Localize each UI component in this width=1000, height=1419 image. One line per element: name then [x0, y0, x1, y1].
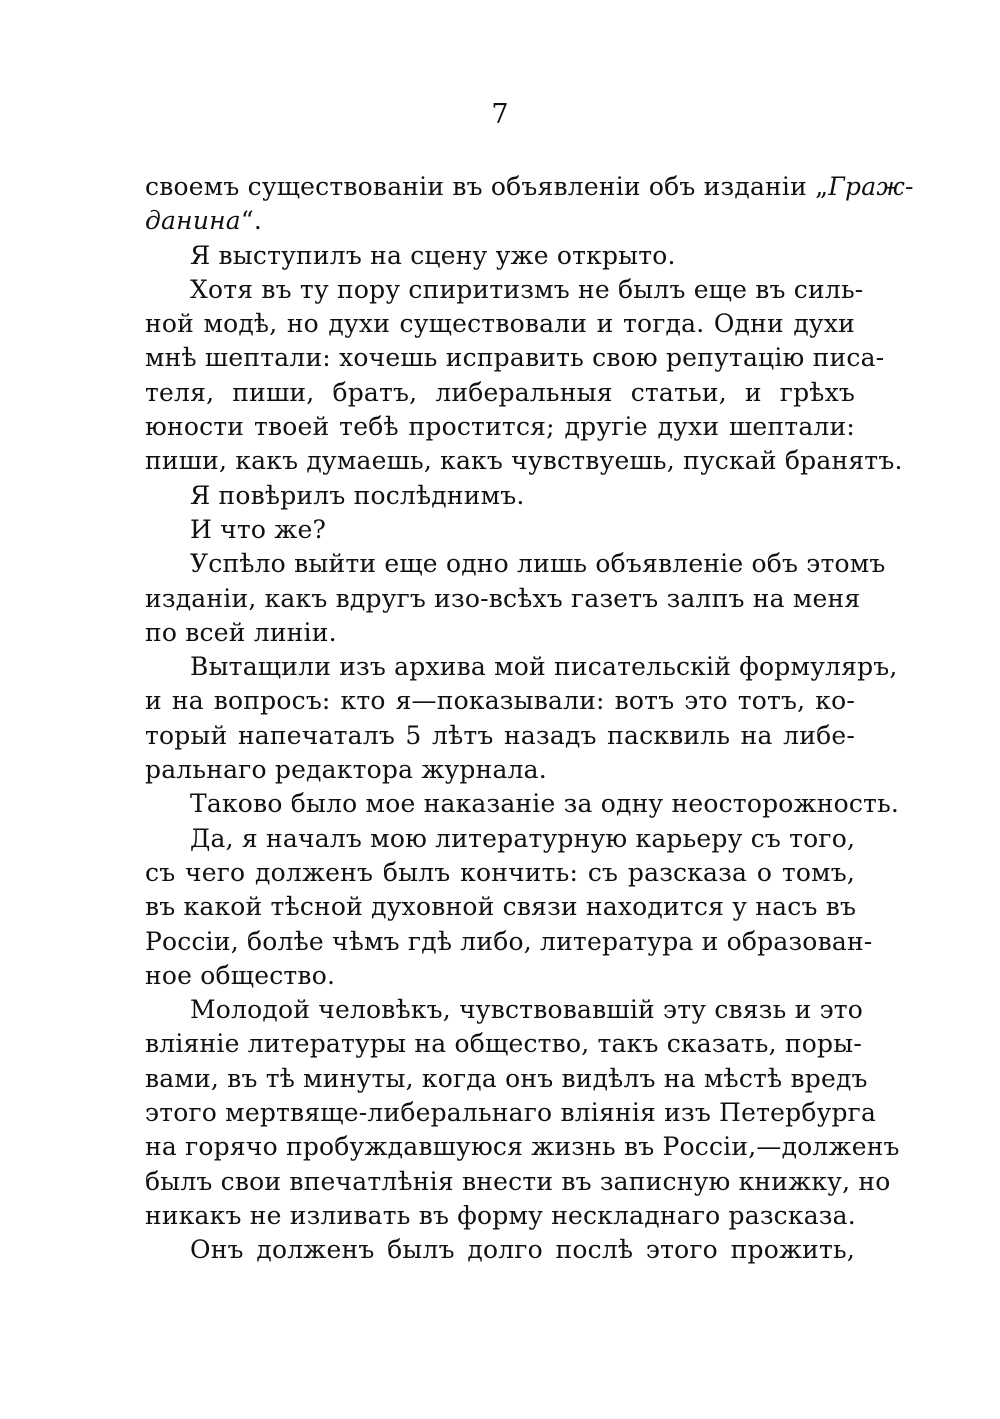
- text-line: [145, 513, 855, 547]
- text-run: по всей линіи.: [145, 617, 337, 647]
- text-line: [145, 1233, 855, 1267]
- text-run: ральнаго редактора журнала.: [145, 755, 547, 785]
- text-run: торый напечаталъ 5 лѣтъ назадъ пасквиль на либе-: [145, 720, 855, 750]
- text-run: вліяніе литературы на общество, такъ сказать, поры-: [145, 1029, 862, 1059]
- body-text: [145, 170, 914, 1268]
- text-run: въ какой тѣсной духовной связи находится у насъ въ: [145, 892, 857, 922]
- text-run: изданіи, какъ вдругъ изо-всѣхъ газетъ залпъ на меня: [145, 583, 861, 613]
- text-line: [145, 1199, 855, 1233]
- text-run: Я повѣрилъ послѣднимъ.: [190, 480, 525, 510]
- italic-text: Граж-: [828, 172, 914, 201]
- text-line: [145, 1130, 900, 1164]
- text-line: [145, 341, 885, 375]
- text-line: [145, 993, 864, 1027]
- text-line: [145, 444, 903, 478]
- text-line: [145, 719, 855, 753]
- text-run: и на вопросъ: кто я—показывали: вотъ это тотъ, ко-: [145, 686, 855, 716]
- text-line: [145, 1027, 862, 1061]
- text-line: [145, 582, 861, 616]
- text-line: [145, 376, 855, 410]
- text-run: Да, я началъ мою литературную карьеру съ того,: [190, 823, 856, 853]
- text-line: [145, 753, 855, 787]
- text-line: [145, 479, 855, 513]
- text-line: [145, 1062, 868, 1096]
- text-run: вами, въ тѣ минуты, когда онъ видѣлъ на мѣстѣ вредъ: [145, 1063, 868, 1093]
- page-number: 7: [491, 99, 509, 130]
- text-run: юности твоей тебѣ простится; другіе духи шептали:: [145, 412, 855, 442]
- text-run: былъ свои впечатлѣнія внести въ записную книжку, но: [145, 1166, 891, 1196]
- text-line: [145, 616, 855, 650]
- text-line: [145, 410, 855, 444]
- text-run: Хотя въ ту пору спиритизмъ не былъ еще въ силь-: [190, 274, 864, 304]
- text-run: теля, пиши, братъ, либеральныя статьи, и грѣхъ: [145, 377, 855, 407]
- text-run: Вытащили изъ архива мой писательскій формуляръ,: [190, 652, 898, 682]
- text-line: [145, 959, 855, 993]
- text-line: [145, 890, 855, 924]
- text-run: Онъ долженъ былъ долго послѣ этого прожить,: [190, 1235, 855, 1265]
- text-run: Таково было мое наказаніе за одну неосторожность.: [190, 789, 900, 819]
- text-line: [145, 787, 900, 821]
- text-line: [145, 856, 855, 890]
- text-line: [145, 822, 855, 856]
- text-run: этого мертвяще-либеральнаго вліянія изъ Петербурга: [145, 1098, 877, 1128]
- text-run: Молодой человѣкъ, чувствовавшій эту связь и это: [190, 995, 864, 1025]
- text-line: [145, 239, 855, 273]
- text-run: Успѣло выйти еще одно лишь объявленіе объ этомъ: [190, 549, 886, 579]
- text-line: [145, 925, 873, 959]
- text-line: [145, 1096, 877, 1130]
- text-run: “.: [240, 206, 263, 236]
- text-run: Я выступилъ на сцену уже открыто.: [190, 240, 676, 270]
- text-line: [145, 1165, 891, 1199]
- text-run: своемъ существованіи въ объявленіи объ изданіи „: [145, 172, 829, 201]
- text-run: Россіи, болѣе чѣмъ гдѣ либо, литература и образован-: [145, 926, 873, 956]
- text-line: [145, 547, 886, 581]
- text-line: [145, 204, 855, 238]
- text-run: никакъ не изливать въ форму нескладнаго разсказа.: [145, 1200, 856, 1230]
- text-run: съ чего долженъ былъ кончить: съ разсказа о томъ,: [145, 857, 855, 887]
- text-run: мнѣ шептали: хочешь исправить свою репутацію писа-: [145, 343, 885, 373]
- text-line: [145, 650, 898, 684]
- text-line: [145, 170, 914, 204]
- text-run: ной модѣ, но духи существовали и тогда. Одни духи: [145, 309, 855, 339]
- italic-text: данина: [145, 206, 241, 236]
- text-line: [145, 307, 855, 341]
- text-run: на горячо пробуждавшуюся жизнь въ Россіи,—долженъ: [145, 1132, 900, 1162]
- text-run: пиши, какъ думаешь, какъ чувствуешь, пускай бранятъ.: [145, 446, 903, 476]
- text-run: ное общество.: [145, 960, 336, 990]
- text-run: И что же?: [190, 514, 327, 544]
- text-line: [145, 273, 864, 307]
- text-line: [145, 684, 855, 718]
